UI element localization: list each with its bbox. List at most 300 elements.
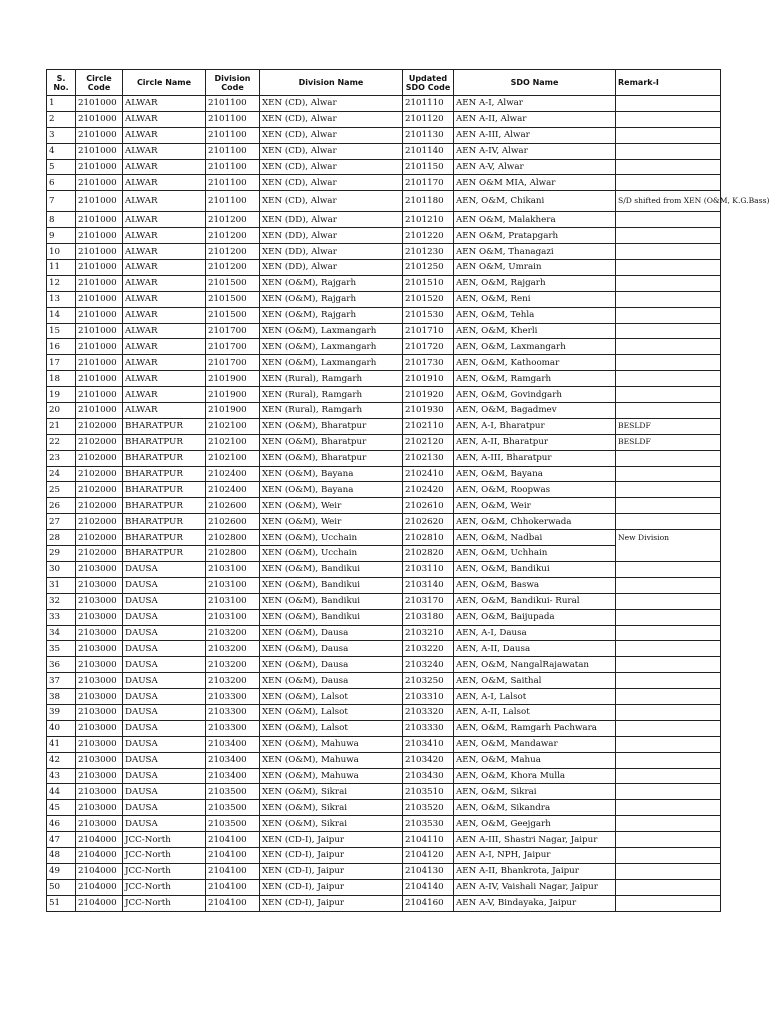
header-circle-code: Circle Code bbox=[76, 70, 123, 96]
cell-sno: 11 bbox=[47, 260, 76, 276]
cell-division-code: 2104100 bbox=[206, 879, 260, 895]
cell-division-code: 2103100 bbox=[206, 593, 260, 609]
cell-sdo-name: AEN O&M, Pratapgarh bbox=[454, 228, 616, 244]
cell-sdo-code: 2102620 bbox=[403, 514, 454, 530]
cell-remark bbox=[616, 228, 721, 244]
cell-circle-name: BHARATPUR bbox=[123, 514, 206, 530]
cell-sno: 40 bbox=[47, 720, 76, 736]
cell-division-code: 2101200 bbox=[206, 228, 260, 244]
header-division-code: Division Code bbox=[206, 70, 260, 96]
cell-division-code: 2101100 bbox=[206, 96, 260, 112]
cell-sdo-code: 2101140 bbox=[403, 143, 454, 159]
cell-circle-name: DAUSA bbox=[123, 657, 206, 673]
cell-sno: 8 bbox=[47, 212, 76, 228]
cell-circle-code: 2101000 bbox=[76, 387, 123, 403]
header-remark: Remark-I bbox=[616, 70, 721, 96]
table-row bbox=[47, 593, 721, 609]
cell-division-name: XEN (DD), Alwar bbox=[260, 212, 403, 228]
cell-sdo-code: 2103430 bbox=[403, 768, 454, 784]
cell-division-code: 2103400 bbox=[206, 768, 260, 784]
cell-division-code: 2103200 bbox=[206, 641, 260, 657]
cell-circle-name: ALWAR bbox=[123, 371, 206, 387]
cell-sno: 23 bbox=[47, 450, 76, 466]
cell-division-code: 2102100 bbox=[206, 450, 260, 466]
cell-division-code: 2103300 bbox=[206, 689, 260, 705]
cell-remark bbox=[616, 641, 721, 657]
cell-remark bbox=[616, 371, 721, 387]
cell-division-code: 2101700 bbox=[206, 339, 260, 355]
cell-division-code: 2102100 bbox=[206, 418, 260, 434]
cell-sno: 18 bbox=[47, 371, 76, 387]
cell-sdo-code: 2104130 bbox=[403, 863, 454, 879]
cell-remark bbox=[616, 498, 721, 514]
cell-division-name: XEN (O&M), Dausa bbox=[260, 641, 403, 657]
cell-sdo-name: AEN A-V, Bindayaka, Jaipur bbox=[454, 895, 616, 911]
cell-division-code: 2101100 bbox=[206, 175, 260, 191]
cell-sdo-code: 2103530 bbox=[403, 816, 454, 832]
cell-circle-name: JCC-North bbox=[123, 847, 206, 863]
cell-sdo-name: AEN, O&M, Bayana bbox=[454, 466, 616, 482]
cell-circle-code: 2101000 bbox=[76, 371, 123, 387]
table-row bbox=[47, 847, 721, 863]
cell-sdo-name: AEN, A-I, Dausa bbox=[454, 625, 616, 641]
cell-sno: 22 bbox=[47, 434, 76, 450]
cell-sno: 29 bbox=[47, 546, 76, 562]
cell-division-code: 2102400 bbox=[206, 466, 260, 482]
cell-sdo-name: AEN, O&M, Rajgarh bbox=[454, 275, 616, 291]
cell-sdo-code: 2101180 bbox=[403, 191, 454, 212]
cell-sdo-name: AEN, O&M, Geejgarh bbox=[454, 816, 616, 832]
cell-sdo-name: AEN, O&M, Laxmangarh bbox=[454, 339, 616, 355]
cell-circle-code: 2103000 bbox=[76, 641, 123, 657]
cell-circle-name: ALWAR bbox=[123, 387, 206, 403]
cell-sno: 47 bbox=[47, 832, 76, 848]
table-row bbox=[47, 784, 721, 800]
cell-division-name: XEN (CD-I), Jaipur bbox=[260, 832, 403, 848]
cell-sno: 27 bbox=[47, 514, 76, 530]
cell-remark bbox=[616, 895, 721, 911]
cell-circle-name: DAUSA bbox=[123, 816, 206, 832]
cell-remark bbox=[616, 323, 721, 339]
cell-circle-name: DAUSA bbox=[123, 800, 206, 816]
cell-sdo-code: 2103110 bbox=[403, 561, 454, 577]
cell-circle-name: DAUSA bbox=[123, 641, 206, 657]
cell-sdo-name: AEN A-IV, Vaishali Nagar, Jaipur bbox=[454, 879, 616, 895]
cell-sno: 14 bbox=[47, 307, 76, 323]
cell-sdo-code: 2102820 bbox=[403, 546, 454, 562]
cell-sdo-name: AEN, O&M, Nadbai bbox=[454, 530, 616, 546]
cell-circle-name: DAUSA bbox=[123, 720, 206, 736]
cell-sno: 39 bbox=[47, 704, 76, 720]
cell-sno: 31 bbox=[47, 577, 76, 593]
cell-sno: 2 bbox=[47, 111, 76, 127]
cell-sdo-name: AEN, O&M, Sikrai bbox=[454, 784, 616, 800]
cell-sdo-name: AEN, O&M, Chikani bbox=[454, 191, 616, 212]
cell-division-name: XEN (O&M), Dausa bbox=[260, 673, 403, 689]
cell-sno: 15 bbox=[47, 323, 76, 339]
table-row bbox=[47, 175, 721, 191]
cell-circle-name: JCC-North bbox=[123, 895, 206, 911]
cell-sdo-name: AEN, A-II, Lalsot bbox=[454, 704, 616, 720]
cell-circle-code: 2103000 bbox=[76, 768, 123, 784]
table-row bbox=[47, 96, 721, 112]
cell-division-code: 2101100 bbox=[206, 143, 260, 159]
cell-circle-name: BHARATPUR bbox=[123, 418, 206, 434]
cell-sno: 4 bbox=[47, 143, 76, 159]
cell-sdo-code: 2103320 bbox=[403, 704, 454, 720]
cell-sno: 1 bbox=[47, 96, 76, 112]
cell-sdo-code: 2101150 bbox=[403, 159, 454, 175]
cell-remark bbox=[616, 657, 721, 673]
table-row bbox=[47, 355, 721, 371]
cell-remark: New Division bbox=[616, 530, 721, 546]
cell-sdo-name: AEN, O&M, Sikandra bbox=[454, 800, 616, 816]
cell-division-code: 2103200 bbox=[206, 625, 260, 641]
cell-sno: 34 bbox=[47, 625, 76, 641]
cell-division-code: 2104100 bbox=[206, 847, 260, 863]
cell-sno: 42 bbox=[47, 752, 76, 768]
cell-circle-code: 2103000 bbox=[76, 625, 123, 641]
cell-circle-name: BHARATPUR bbox=[123, 546, 206, 562]
cell-sno: 12 bbox=[47, 275, 76, 291]
cell-sdo-code: 2103240 bbox=[403, 657, 454, 673]
header-sdo-code: Updated SDO Code bbox=[403, 70, 454, 96]
cell-remark bbox=[616, 784, 721, 800]
table-row bbox=[47, 832, 721, 848]
cell-sdo-code: 2103180 bbox=[403, 609, 454, 625]
cell-division-name: XEN (DD), Alwar bbox=[260, 244, 403, 260]
cell-sno: 20 bbox=[47, 403, 76, 419]
cell-sdo-code: 2103420 bbox=[403, 752, 454, 768]
cell-sdo-code: 2101520 bbox=[403, 291, 454, 307]
cell-remark bbox=[616, 260, 721, 276]
cell-sno: 19 bbox=[47, 387, 76, 403]
cell-sdo-name: AEN A-II, Alwar bbox=[454, 111, 616, 127]
table-row bbox=[47, 127, 721, 143]
cell-remark bbox=[616, 127, 721, 143]
cell-division-code: 2102600 bbox=[206, 498, 260, 514]
cell-sdo-code: 2104160 bbox=[403, 895, 454, 911]
cell-division-name: XEN (O&M), Weir bbox=[260, 498, 403, 514]
cell-circle-name: DAUSA bbox=[123, 609, 206, 625]
cell-circle-code: 2104000 bbox=[76, 863, 123, 879]
cell-sno: 32 bbox=[47, 593, 76, 609]
cell-division-code: 2104100 bbox=[206, 832, 260, 848]
cell-circle-name: DAUSA bbox=[123, 768, 206, 784]
cell-remark: S/D shifted from XEN (O&M, K.G.Bass) bbox=[616, 191, 721, 212]
cell-circle-name: DAUSA bbox=[123, 704, 206, 720]
table-row bbox=[47, 546, 721, 562]
cell-division-name: XEN (CD), Alwar bbox=[260, 127, 403, 143]
header-sno: S. No. bbox=[47, 70, 76, 96]
cell-division-name: XEN (O&M), Laxmangarh bbox=[260, 339, 403, 355]
cell-circle-name: ALWAR bbox=[123, 307, 206, 323]
table-row bbox=[47, 816, 721, 832]
cell-remark bbox=[616, 704, 721, 720]
cell-division-code: 2103100 bbox=[206, 561, 260, 577]
cell-circle-code: 2102000 bbox=[76, 450, 123, 466]
cell-circle-code: 2101000 bbox=[76, 228, 123, 244]
cell-sdo-name: AEN, O&M, NangalRajawatan bbox=[454, 657, 616, 673]
cell-division-code: 2103300 bbox=[206, 704, 260, 720]
cell-circle-code: 2103000 bbox=[76, 657, 123, 673]
table-row bbox=[47, 800, 721, 816]
cell-sdo-code: 2101910 bbox=[403, 371, 454, 387]
cell-circle-code: 2101000 bbox=[76, 96, 123, 112]
cell-circle-code: 2101000 bbox=[76, 355, 123, 371]
cell-division-name: XEN (O&M), Bharatpur bbox=[260, 434, 403, 450]
cell-sno: 43 bbox=[47, 768, 76, 784]
cell-sdo-code: 2102610 bbox=[403, 498, 454, 514]
cell-circle-code: 2102000 bbox=[76, 514, 123, 530]
cell-division-code: 2103200 bbox=[206, 657, 260, 673]
table-row bbox=[47, 371, 721, 387]
cell-remark bbox=[616, 736, 721, 752]
cell-circle-code: 2103000 bbox=[76, 800, 123, 816]
table-row bbox=[47, 339, 721, 355]
cell-sno: 25 bbox=[47, 482, 76, 498]
cell-circle-name: BHARATPUR bbox=[123, 450, 206, 466]
cell-remark bbox=[616, 514, 721, 530]
cell-division-name: XEN (CD-I), Jaipur bbox=[260, 847, 403, 863]
cell-division-code: 2101200 bbox=[206, 260, 260, 276]
cell-division-code: 2101200 bbox=[206, 244, 260, 260]
cell-sno: 35 bbox=[47, 641, 76, 657]
cell-division-code: 2102100 bbox=[206, 434, 260, 450]
cell-sdo-code: 2101530 bbox=[403, 307, 454, 323]
cell-sdo-name: AEN, O&M, Roopwas bbox=[454, 482, 616, 498]
cell-sdo-code: 2101930 bbox=[403, 403, 454, 419]
cell-circle-code: 2101000 bbox=[76, 159, 123, 175]
cell-division-code: 2101100 bbox=[206, 159, 260, 175]
table-row bbox=[47, 323, 721, 339]
cell-sdo-code: 2103140 bbox=[403, 577, 454, 593]
cell-circle-code: 2102000 bbox=[76, 418, 123, 434]
cell-sno: 48 bbox=[47, 847, 76, 863]
cell-division-code: 2101200 bbox=[206, 212, 260, 228]
cell-division-name: XEN (CD), Alwar bbox=[260, 143, 403, 159]
cell-sdo-name: AEN, O&M, Chhokerwada bbox=[454, 514, 616, 530]
cell-division-code: 2101500 bbox=[206, 275, 260, 291]
cell-circle-name: ALWAR bbox=[123, 275, 206, 291]
cell-division-code: 2102600 bbox=[206, 514, 260, 530]
cell-circle-code: 2101000 bbox=[76, 260, 123, 276]
cell-division-name: XEN (O&M), Bandikui bbox=[260, 609, 403, 625]
cell-sdo-code: 2101170 bbox=[403, 175, 454, 191]
cell-sdo-name: AEN, A-II, Dausa bbox=[454, 641, 616, 657]
cell-sdo-name: AEN O&M, Umrain bbox=[454, 260, 616, 276]
cell-circle-code: 2104000 bbox=[76, 879, 123, 895]
table-row bbox=[47, 561, 721, 577]
cell-division-name: XEN (O&M), Sikrai bbox=[260, 784, 403, 800]
cell-division-name: XEN (O&M), Laxmangarh bbox=[260, 355, 403, 371]
cell-sdo-code: 2103170 bbox=[403, 593, 454, 609]
table-row bbox=[47, 657, 721, 673]
cell-division-code: 2101100 bbox=[206, 111, 260, 127]
header-row bbox=[47, 70, 721, 96]
cell-remark bbox=[616, 879, 721, 895]
cell-sdo-name: AEN, O&M, Baijupada bbox=[454, 609, 616, 625]
cell-division-name: XEN (O&M), Sikrai bbox=[260, 816, 403, 832]
cell-sdo-name: AEN A-I, NPH, Jaipur bbox=[454, 847, 616, 863]
cell-sno: 41 bbox=[47, 736, 76, 752]
cell-circle-name: ALWAR bbox=[123, 111, 206, 127]
table-row bbox=[47, 159, 721, 175]
cell-circle-name: DAUSA bbox=[123, 593, 206, 609]
cell-sno: 28 bbox=[47, 530, 76, 546]
cell-remark bbox=[616, 546, 721, 562]
cell-circle-code: 2102000 bbox=[76, 498, 123, 514]
cell-circle-name: DAUSA bbox=[123, 673, 206, 689]
cell-division-name: XEN (O&M), Bandikui bbox=[260, 561, 403, 577]
table-row bbox=[47, 641, 721, 657]
cell-sdo-name: AEN O&M MIA, Alwar bbox=[454, 175, 616, 191]
cell-circle-code: 2101000 bbox=[76, 339, 123, 355]
cell-circle-name: ALWAR bbox=[123, 191, 206, 212]
cell-sdo-code: 2102110 bbox=[403, 418, 454, 434]
cell-circle-code: 2104000 bbox=[76, 847, 123, 863]
cell-division-code: 2101700 bbox=[206, 355, 260, 371]
cell-remark bbox=[616, 625, 721, 641]
cell-circle-code: 2102000 bbox=[76, 530, 123, 546]
cell-sdo-code: 2101110 bbox=[403, 96, 454, 112]
cell-remark bbox=[616, 143, 721, 159]
cell-sno: 51 bbox=[47, 895, 76, 911]
cell-sdo-name: AEN, O&M, Kherli bbox=[454, 323, 616, 339]
table-row bbox=[47, 768, 721, 784]
table-row bbox=[47, 143, 721, 159]
cell-division-name: XEN (O&M), Bandikui bbox=[260, 577, 403, 593]
cell-division-name: XEN (O&M), Bayana bbox=[260, 482, 403, 498]
cell-division-code: 2101100 bbox=[206, 127, 260, 143]
cell-division-name: XEN (DD), Alwar bbox=[260, 228, 403, 244]
cell-sno: 5 bbox=[47, 159, 76, 175]
cell-division-code: 2101700 bbox=[206, 323, 260, 339]
cell-circle-name: ALWAR bbox=[123, 291, 206, 307]
cell-division-name: XEN (Rural), Ramgarh bbox=[260, 371, 403, 387]
table-row bbox=[47, 307, 721, 323]
cell-division-name: XEN (O&M), Ucchain bbox=[260, 530, 403, 546]
cell-remark bbox=[616, 720, 721, 736]
table-row bbox=[47, 291, 721, 307]
cell-sdo-name: AEN, O&M, Govindgarh bbox=[454, 387, 616, 403]
table-row bbox=[47, 244, 721, 260]
cell-sdo-code: 2101730 bbox=[403, 355, 454, 371]
cell-sdo-code: 2104140 bbox=[403, 879, 454, 895]
cell-sdo-code: 2103510 bbox=[403, 784, 454, 800]
cell-circle-name: ALWAR bbox=[123, 228, 206, 244]
cell-sdo-code: 2103330 bbox=[403, 720, 454, 736]
table-row bbox=[47, 275, 721, 291]
cell-circle-name: ALWAR bbox=[123, 339, 206, 355]
cell-sdo-name: AEN O&M, Malakhera bbox=[454, 212, 616, 228]
cell-remark bbox=[616, 355, 721, 371]
cell-division-name: XEN (CD), Alwar bbox=[260, 191, 403, 212]
cell-division-code: 2101100 bbox=[206, 191, 260, 212]
cell-circle-code: 2102000 bbox=[76, 466, 123, 482]
cell-sdo-name: AEN, O&M, Bagadmev bbox=[454, 403, 616, 419]
cell-remark bbox=[616, 482, 721, 498]
cell-division-code: 2103200 bbox=[206, 673, 260, 689]
cell-sdo-code: 2102420 bbox=[403, 482, 454, 498]
cell-remark bbox=[616, 561, 721, 577]
cell-sno: 24 bbox=[47, 466, 76, 482]
cell-sdo-name: AEN, O&M, Saithal bbox=[454, 673, 616, 689]
cell-division-code: 2101500 bbox=[206, 307, 260, 323]
cell-remark bbox=[616, 593, 721, 609]
cell-sno: 50 bbox=[47, 879, 76, 895]
cell-division-name: XEN (CD), Alwar bbox=[260, 111, 403, 127]
cell-sno: 37 bbox=[47, 673, 76, 689]
cell-circle-name: ALWAR bbox=[123, 244, 206, 260]
cell-remark bbox=[616, 244, 721, 260]
cell-sdo-name: AEN, A-III, Bharatpur bbox=[454, 450, 616, 466]
cell-circle-code: 2104000 bbox=[76, 895, 123, 911]
cell-sdo-name: AEN, O&M, Uchhain bbox=[454, 546, 616, 562]
cell-circle-code: 2102000 bbox=[76, 482, 123, 498]
cell-circle-name: ALWAR bbox=[123, 159, 206, 175]
cell-sdo-name: AEN, A-I, Lalsot bbox=[454, 689, 616, 705]
cell-circle-name: BHARATPUR bbox=[123, 498, 206, 514]
cell-remark bbox=[616, 863, 721, 879]
cell-circle-code: 2101000 bbox=[76, 403, 123, 419]
cell-division-name: XEN (O&M), Lalsot bbox=[260, 689, 403, 705]
cell-sdo-name: AEN, O&M, Tehla bbox=[454, 307, 616, 323]
cell-sdo-name: AEN, O&M, Ramgarh Pachwara bbox=[454, 720, 616, 736]
table-row bbox=[47, 191, 721, 212]
cell-circle-name: ALWAR bbox=[123, 143, 206, 159]
table-row bbox=[47, 111, 721, 127]
cell-sdo-name: AEN A-III, Shastri Nagar, Jaipur bbox=[454, 832, 616, 848]
cell-sdo-code: 2101130 bbox=[403, 127, 454, 143]
table-row bbox=[47, 482, 721, 498]
cell-sdo-code: 2103210 bbox=[403, 625, 454, 641]
cell-sdo-name: AEN, O&M, Mahua bbox=[454, 752, 616, 768]
table-row bbox=[47, 704, 721, 720]
cell-sno: 46 bbox=[47, 816, 76, 832]
cell-remark bbox=[616, 387, 721, 403]
cell-circle-name: ALWAR bbox=[123, 212, 206, 228]
cell-division-code: 2104100 bbox=[206, 895, 260, 911]
cell-remark bbox=[616, 212, 721, 228]
cell-circle-code: 2102000 bbox=[76, 546, 123, 562]
cell-division-code: 2102800 bbox=[206, 546, 260, 562]
cell-circle-name: JCC-North bbox=[123, 879, 206, 895]
cell-circle-code: 2103000 bbox=[76, 689, 123, 705]
cell-remark bbox=[616, 96, 721, 112]
cell-circle-name: BHARATPUR bbox=[123, 434, 206, 450]
table-row bbox=[47, 418, 721, 434]
cell-circle-name: BHARATPUR bbox=[123, 466, 206, 482]
cell-division-code: 2102800 bbox=[206, 530, 260, 546]
cell-remark bbox=[616, 832, 721, 848]
cell-division-code: 2103300 bbox=[206, 720, 260, 736]
cell-circle-code: 2103000 bbox=[76, 816, 123, 832]
cell-division-code: 2102400 bbox=[206, 482, 260, 498]
cell-circle-name: DAUSA bbox=[123, 625, 206, 641]
cell-sdo-name: AEN, A-II, Bharatpur bbox=[454, 434, 616, 450]
cell-circle-name: JCC-North bbox=[123, 863, 206, 879]
cell-sdo-code: 2102810 bbox=[403, 530, 454, 546]
cell-sno: 38 bbox=[47, 689, 76, 705]
cell-sdo-name: AEN O&M, Thanagazi bbox=[454, 244, 616, 260]
cell-division-name: XEN (O&M), Bharatpur bbox=[260, 450, 403, 466]
cell-sno: 49 bbox=[47, 863, 76, 879]
cell-sno: 30 bbox=[47, 561, 76, 577]
table-row bbox=[47, 228, 721, 244]
cell-remark bbox=[616, 466, 721, 482]
cell-division-name: XEN (O&M), Ucchain bbox=[260, 546, 403, 562]
